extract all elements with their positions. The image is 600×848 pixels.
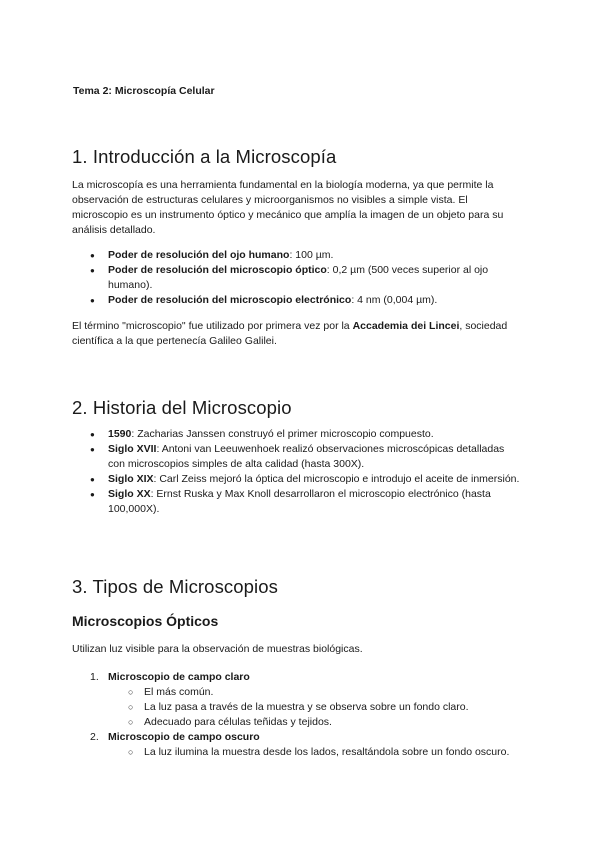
list-item: ○ La luz ilumina la muestra desde los lados, resaltándola sobre un fondo oscuro.	[128, 745, 522, 760]
list-item: ● Poder de resolución del ojo humano: 100 µm.	[92, 248, 522, 263]
list-item: 2. Microscopio de campo oscuro ○ La luz ilumina la muestra desde los lados, resaltándola sobre un fondo oscuro.	[92, 730, 522, 760]
resolution-list	[92, 248, 522, 308]
document-header: Tema 2: Microscopía Celular	[73, 85, 215, 97]
list-item: ● Siglo XVII: Antoni van Leeuwenhoek realizó observaciones microscópicas detalladas con microscopios simples de alta calidad (hasta 300X).	[92, 442, 522, 472]
optical-microscopes-subheading: Microscopios Ópticos	[72, 613, 219, 629]
section-1-heading: 1. Introducción a la Microscopía	[72, 146, 337, 167]
sublist	[108, 685, 522, 730]
list-item: ● Poder de resolución del microscopio óptico: 0,2 µm (500 veces superior al ojo humano).	[92, 263, 522, 293]
microscope-types-list	[92, 670, 522, 760]
section-1-intro: La microscopía es una herramienta fundamental en la biología moderna, ya que permite la observación de estructuras celulares y microorganismos no visibles a simple vista. El microscopio es un instrumento óptico y mecánico que amplía la imagen de un objeto para su análisis detallado.	[72, 179, 504, 236]
list-item: 1. Microscopio de campo claro ○ El más común. ○ La luz pasa a través de la muestra y se observa sobre un fondo claro. ○ Adecuado para células teñidas y tejidos.	[92, 670, 522, 730]
list-item: ● 1590: Zacharias Janssen construyó el primer microscopio compuesto.	[92, 427, 522, 442]
history-list	[92, 427, 522, 517]
list-item: ● Poder de resolución del microscopio electrónico: 4 nm (0,004 µm).	[92, 293, 522, 308]
section-3-intro: Utilizan luz visible para la observación de muestras biológicas.	[72, 643, 363, 655]
section-1-closing: El término "microscopio" fue utilizado por primera vez por la Accademia dei Lincei, sociedad científica a la que pertenecía Galileo Galilei.	[72, 320, 508, 347]
list-item: ○ La luz pasa a través de la muestra y se observa sobre un fondo claro.	[128, 700, 522, 715]
section-3-heading: 3. Tipos de Microscopios	[72, 576, 278, 597]
list-item: ○ El más común.	[128, 685, 522, 700]
list-item: ● Siglo XIX: Carl Zeiss mejoró la óptica del microscopio e introdujo el aceite de inmersión.	[92, 472, 522, 487]
list-item: ● Siglo XX: Ernst Ruska y Max Knoll desarrollaron el microscopio electrónico (hasta 100,000X).	[92, 487, 522, 517]
list-item: ○ Adecuado para células teñidas y tejidos.	[128, 715, 522, 730]
sublist	[108, 745, 522, 760]
section-2-heading: 2. Historia del Microscopio	[72, 397, 292, 418]
